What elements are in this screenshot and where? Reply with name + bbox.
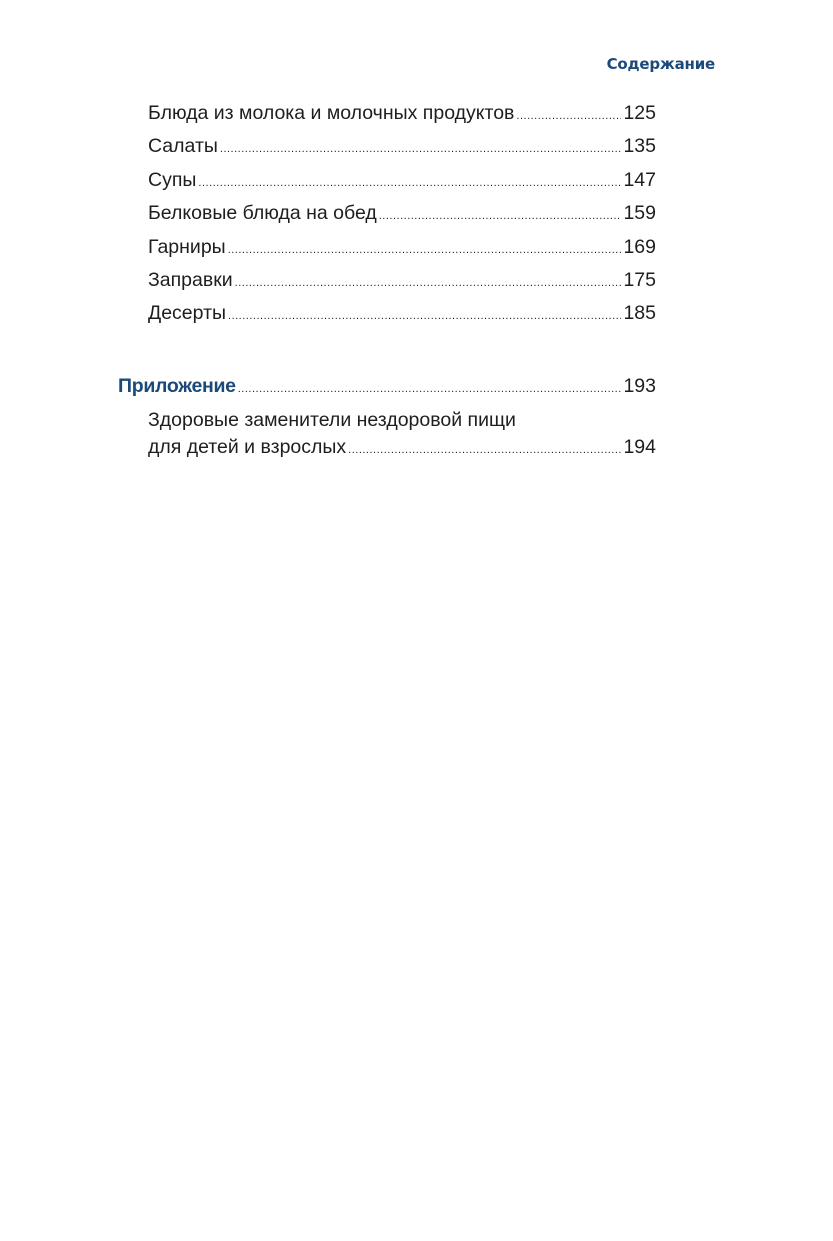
dot-leader xyxy=(238,377,622,401)
toc-entry-title: Салаты xyxy=(148,135,218,157)
toc-entry xyxy=(148,134,656,161)
toc-section-page: 193 xyxy=(623,375,656,397)
toc-entry-page: 135 xyxy=(623,135,656,157)
dot-leader xyxy=(228,304,621,328)
toc-entry-page: 169 xyxy=(623,236,656,258)
dot-leader xyxy=(516,104,621,128)
toc-section-title: Приложение xyxy=(118,375,236,397)
toc-entry xyxy=(148,268,656,295)
toc-entry xyxy=(148,101,656,128)
toc-entry-title: Гарниры xyxy=(148,236,226,258)
dot-leader xyxy=(198,171,621,195)
toc-entry-title: Белковые блюда на обед xyxy=(148,202,377,224)
dot-leader xyxy=(379,204,622,228)
toc-subentry-page: 194 xyxy=(623,436,656,458)
toc-subentry-title-line1: Здоровые заменители нездоровой пищи xyxy=(148,409,516,431)
toc-entry xyxy=(148,168,656,195)
toc-entry-page: 125 xyxy=(623,102,656,124)
dot-leader xyxy=(228,238,622,262)
toc-subentry-title-line2: для детей и взрослых xyxy=(148,436,347,458)
toc-section-appendix xyxy=(118,374,656,401)
toc-entry-title: Блюда из молока и молочных продуктов xyxy=(148,102,515,124)
dot-leader xyxy=(220,137,622,161)
toc-entry-title: Супы xyxy=(148,169,197,191)
dot-leader xyxy=(235,271,622,295)
dot-leader xyxy=(348,438,621,462)
toc-subentry xyxy=(148,435,656,462)
toc-entry-page: 147 xyxy=(623,169,656,191)
toc-entry xyxy=(148,201,656,228)
toc-entry xyxy=(148,235,656,262)
toc-entry-page: 175 xyxy=(623,269,656,291)
toc-entry-title: Десерты xyxy=(148,302,227,324)
running-head-title: Содержание xyxy=(606,55,715,73)
toc-entry-page: 159 xyxy=(623,202,656,224)
toc-entry-title: Заправки xyxy=(148,269,233,291)
toc-entry-page: 185 xyxy=(623,302,656,324)
toc-entry xyxy=(148,301,656,328)
